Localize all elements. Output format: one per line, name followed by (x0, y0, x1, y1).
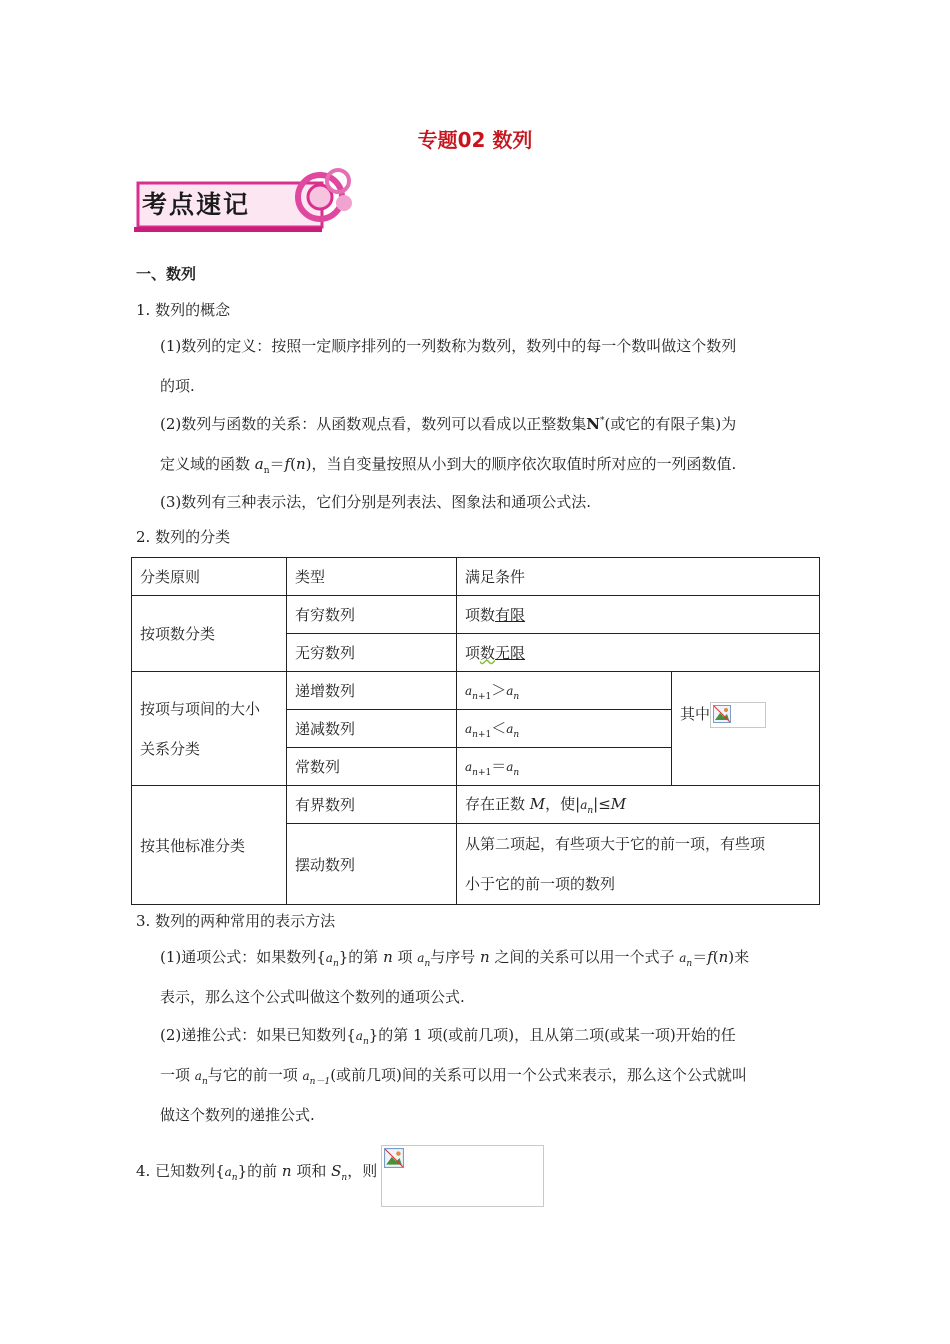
table-cell-principle: 按项数分类 (132, 596, 287, 672)
text-segment: 数 (480, 644, 496, 662)
math-op: ( (290, 455, 296, 473)
table-cell-type: 摆动数列 (287, 824, 457, 905)
broken-image-icon (381, 1145, 544, 1207)
table-cell-condition (457, 672, 672, 710)
superscript: * (599, 416, 605, 426)
underlined-answer: 有限 (495, 606, 526, 624)
math-var: a (417, 951, 425, 965)
math-var: a (355, 1029, 363, 1043)
table-cell-condition (457, 634, 820, 672)
section-banner (132, 165, 357, 237)
subscript: n (231, 1173, 238, 1183)
table-cell-condition (457, 596, 820, 634)
table-cell-type: 递增数列 (287, 672, 457, 710)
math-var: a (254, 455, 264, 473)
table-row (132, 786, 820, 824)
text-segment: 从第二项起，有些项大于它的前一项，有些项 (465, 835, 766, 853)
math-var: a (465, 722, 473, 736)
paragraph-line: 的项. (160, 377, 195, 395)
subsection-heading: 1. 数列的概念 (136, 301, 231, 319)
math-var: f (707, 948, 713, 966)
math-var: a (506, 684, 514, 698)
math-var: a (580, 798, 588, 812)
text-segment: 与序号 (430, 948, 481, 966)
table-cell-type: 递减数列 (287, 710, 457, 748)
table-header-cell: 类型 (287, 558, 457, 596)
banner-text: 考点速记 (142, 190, 251, 219)
math-var: a (465, 760, 473, 774)
math-var: n (480, 948, 490, 966)
text-segment: ，当自变量按照从小到大的顺序依次取值时所对应的一列函数值. (311, 455, 737, 473)
table-row (132, 596, 820, 634)
subscript: n (513, 730, 520, 740)
text-segment: )来 (728, 948, 750, 966)
classification-table (131, 557, 820, 905)
subscript: n (424, 959, 431, 969)
subscript: n (587, 806, 594, 816)
subscript: n (472, 730, 478, 740)
math-var: a (679, 951, 687, 965)
math-op: ＝ (692, 948, 708, 966)
text-segment: 4. 已知数列{ (136, 1162, 225, 1180)
text-segment: }的前 (237, 1162, 282, 1180)
subscript: n (472, 692, 478, 702)
set-symbol: N (586, 415, 600, 433)
subscript: n (513, 692, 520, 702)
text-segment: 项和 (291, 1162, 332, 1180)
table-row (132, 672, 820, 710)
table-cell-principle (132, 672, 287, 786)
paragraph-line: (3)数列有三种表示法，它们分别是列表法、图象法和通项公式法. (160, 493, 592, 511)
table-cell-condition (457, 748, 672, 786)
table-cell-type: 有穷数列 (287, 596, 457, 634)
math-var: n (281, 1162, 292, 1180)
text-segment: (2)数列与函数的关系：从函数观点看，数列可以看成以正整数集 (160, 415, 587, 433)
text-segment: ，使| (545, 795, 581, 813)
paragraph-line (160, 1024, 736, 1047)
text-segment: 之间的关系可以用一个式子 (489, 948, 680, 966)
text-segment: (1)通项公式：如果数列{ (160, 948, 326, 966)
table-cell-type: 常数列 (287, 748, 457, 786)
text-segment: 其中 (680, 705, 711, 723)
subscript: n (201, 1077, 208, 1087)
text-segment: 按项与项间的大小 (140, 699, 261, 718)
paragraph-line: 表示，那么这个公式叫做这个数列的通项公式. (160, 988, 465, 1006)
table-cell-type: 无穷数列 (287, 634, 457, 672)
subscript: n (513, 768, 520, 778)
subscript: n (263, 466, 270, 476)
text-segment: 存在正数 (465, 795, 530, 813)
paragraph-line (160, 946, 749, 969)
math-var: a (506, 722, 514, 736)
math-var: S (331, 1162, 342, 1180)
math-var: n (383, 948, 393, 966)
subscript: n (362, 1037, 369, 1047)
subscript: +1 (477, 692, 492, 702)
paragraph-line (136, 1160, 377, 1183)
text-segment: (或前几项)间的关系可以用一个公式来表示，那么这个公式就叫 (330, 1066, 747, 1084)
math-op: ＞ (491, 681, 507, 699)
math-op: ( (712, 948, 719, 966)
subscript: n (472, 768, 478, 778)
math-var: M (529, 795, 546, 813)
math-var: a (506, 760, 514, 774)
table-cell-condition (457, 710, 672, 748)
math-var: f (284, 455, 291, 473)
paragraph-line: 做这个数列的递推公式. (160, 1106, 315, 1124)
table-header-cell: 满足条件 (457, 558, 820, 596)
table-cell-type: 有界数列 (287, 786, 457, 824)
text-segment: |≤ (593, 795, 611, 813)
math-var: M (610, 795, 627, 813)
text-segment: 小于它的前一项的数列 (465, 875, 616, 893)
table-header-cell: 分类原则 (132, 558, 287, 596)
text-segment: 关系分类 (140, 739, 201, 758)
table-cell-condition (457, 786, 820, 824)
paragraph-line (160, 453, 736, 476)
text-segment: 定义域的函数 (160, 455, 255, 473)
text-segment: 一项 (160, 1066, 195, 1084)
math-var: a (224, 1165, 232, 1179)
math-var: n (718, 948, 729, 966)
table-cell-principle: 按其他标准分类 (132, 786, 287, 905)
broken-image-icon (710, 702, 766, 728)
math-var: a (302, 1069, 310, 1083)
table-header-row (132, 558, 820, 596)
page-title: 专题02 数列 (417, 128, 533, 152)
subscript: n (332, 959, 339, 969)
paragraph-line (160, 1064, 747, 1087)
math-var: a (194, 1069, 202, 1083)
text-segment: (或它的有限子集)为 (604, 415, 737, 433)
section-heading: 一、数列 (136, 265, 197, 283)
math-var: a (465, 684, 473, 698)
subscript: n (686, 959, 693, 969)
math-op: ＜ (491, 719, 507, 737)
text-segment: }的第 1 项(或前几项)，且从第二项(或某一项)开始的任 (368, 1026, 736, 1044)
math-op: ＝ (269, 455, 285, 473)
math-var: a (325, 951, 333, 965)
math-var: n (295, 455, 306, 473)
math-op: ) (305, 455, 312, 473)
underlined-answer: 无限 (495, 644, 526, 662)
text-segment: 项数 (465, 606, 496, 624)
table-cell-condition (457, 824, 820, 905)
paragraph-line (160, 413, 736, 434)
subscript: +1 (477, 768, 492, 778)
subsection-heading: 3. 数列的两种常用的表示方法 (136, 912, 336, 930)
math-op: ＝ (491, 757, 507, 775)
text-segment: }的第 (338, 948, 384, 966)
subscript: +1 (477, 730, 492, 740)
text-segment: (2)递推公式：如果已知数列{ (160, 1026, 356, 1044)
subsection-heading: 2. 数列的分类 (136, 528, 231, 546)
subscript: n (341, 1173, 348, 1183)
text-segment: 项 (392, 948, 418, 966)
text-segment: ，则 (347, 1162, 378, 1180)
text-segment: 项 (465, 644, 481, 662)
table-cell-note (672, 672, 820, 786)
subscript: n－1 (309, 1077, 331, 1087)
paragraph-line: (1)数列的定义：按照一定顺序排列的一列数称为数列，数列中的每一个数叫做这个数列 (160, 337, 737, 355)
text-segment: 与它的前一项 (207, 1066, 303, 1084)
